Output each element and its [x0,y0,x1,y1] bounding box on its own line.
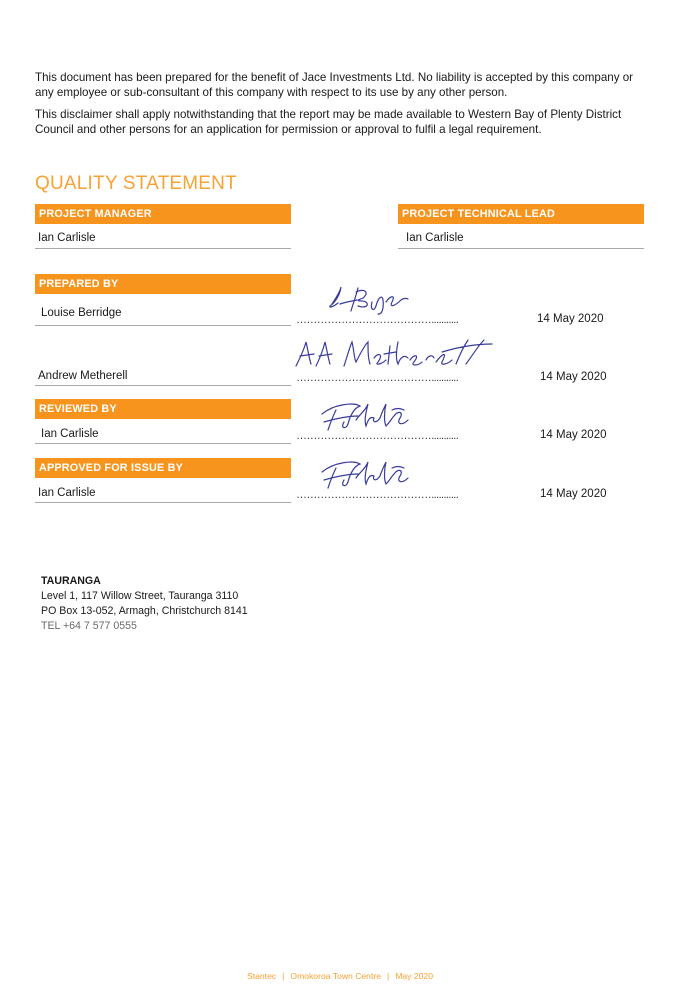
signature-approver-image [320,456,412,490]
preparer-name-1: Louise Berridge [35,307,291,326]
technical-lead-header: PROJECT TECHNICAL LEAD [398,204,644,224]
prepared-by-header: PREPARED BY [35,274,291,294]
signature-louise-berridge-image [326,284,410,316]
quality-statement-title: QUALITY STATEMENT [35,173,237,194]
footer-project: Omokoroa Town Centre [290,971,381,981]
footer-date: May 2020 [395,971,433,981]
signature-line-approver: …………………………………........... [296,489,459,501]
disclaimer-paragraph-1: This document has been prepared for the benefit of Jace Investments Ltd. No liability is accepted by this company or any employee or sub-consultant of this company with respect to its use by any other person. [35,71,634,99]
disclaimer-paragraph-2: This disclaimer shall apply notwithstanding that the report may be made available to Western Bay of Plenty District Council and other persons for an application for permission or approval to fulfil a legal requirement. [35,108,622,136]
approver-name: Ian Carlisle [35,487,291,503]
date-reviewer: 14 May 2020 [540,429,607,441]
footer-company: Stantec [247,971,277,981]
project-manager-header: PROJECT MANAGER [35,204,291,224]
signature-line-reviewer: …………………………………........... [296,430,459,442]
date-approver: 14 May 2020 [540,488,607,500]
project-manager-name: Ian Carlisle [35,232,291,249]
reviewer-name: Ian Carlisle [35,428,291,444]
footer-separator: | [387,971,390,981]
office-po-box: PO Box 13-052, Armagh, Christchurch 8141 [41,605,248,617]
signature-line-andrew-metherell: …………………………………........... [296,372,459,384]
signature-reviewer-image [320,398,412,432]
office-telephone: TEL +64 7 577 0555 [41,620,137,632]
approved-by-header: APPROVED FOR ISSUE BY [35,458,291,478]
office-street-address: Level 1, 117 Willow Street, Tauranga 3110 [41,590,239,602]
footer-separator: | [282,971,285,981]
date-andrew-metherell: 14 May 2020 [540,371,607,383]
signature-andrew-metherell-image [292,336,497,370]
page-footer [0,971,680,981]
signature-line-louise-berridge: …………………………………........... [296,314,459,326]
technical-lead-name: Ian Carlisle [398,232,644,249]
reviewed-by-header: REVIEWED BY [35,399,291,419]
date-louise-berridge: 14 May 2020 [537,313,604,325]
preparer-name-2: Andrew Metherell [35,370,291,386]
office-city: TAURANGA [41,575,101,587]
